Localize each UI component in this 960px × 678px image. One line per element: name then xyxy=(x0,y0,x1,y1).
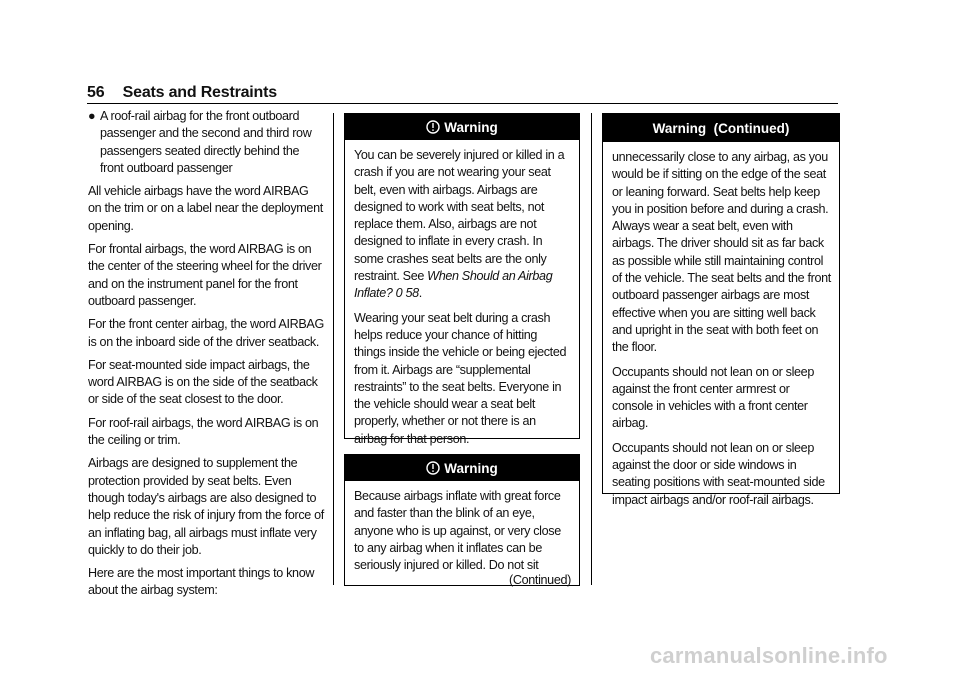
warning-box-seat-belt xyxy=(344,113,580,446)
paragraph: Occupants should not lean on or sleep against the front center armrest or console in vehicles with a front center airbag. xyxy=(612,364,814,431)
paragraph: unnecessarily close to any airbag, as you would be if sitting on the edge of the seat or leaning forward. Seat belts help keep you in position before and during a crash. Always wear a seat belt, even with airbags. The driver should sit as far back as possible while still maintaining control of the vehicle. The seat belts and the front outboard passenger airbags are most effective when you are sitting well back and upright in the seat with both feet on the floor. xyxy=(612,150,831,355)
page-header xyxy=(87,84,277,102)
page-ref-number[interactable]: 58 xyxy=(405,286,419,301)
paragraph: All vehicle airbags have the word AIRBAG on the trim or on a label near the deployment opening. xyxy=(88,184,323,233)
warning-title-bar xyxy=(603,114,839,142)
paragraph: For frontal airbags, the word AIRBAG is on the center of the steering wheel for the driver and on the instrument panel for the front outboard passenger. xyxy=(88,242,322,308)
warning-icon xyxy=(426,120,440,134)
page-ref-icon: 0 xyxy=(395,286,403,301)
warning-title-bar xyxy=(345,114,579,140)
period: . xyxy=(418,286,422,301)
warning-title-bar xyxy=(345,455,579,481)
warning-icon xyxy=(426,461,440,475)
warning-body xyxy=(345,481,579,596)
watermark: carmanualsonline.info xyxy=(650,643,888,668)
bullet-text: A roof-rail airbag for the front outboard passenger and the second and third row passengers seated directly behind the front outboard passenger xyxy=(100,109,312,175)
paragraph: For seat-mounted side impact airbags, the word AIRBAG is on the side of the seatback or side of the seat closest to the door. xyxy=(88,357,318,407)
paragraph: For the front center airbag, the word AIRBAG is on the inboard side of the driver seatback. xyxy=(88,317,324,349)
left-column xyxy=(88,108,324,606)
paragraph: Wearing your seat belt during a crash helps reduce your chance of hitting things inside the vehicle or being ejected from it. Airbags are “supplemental restraints” to the seat belts. Everyone in the vehicle should wear a seat belt properly, whether or not there is an airbag for that person. xyxy=(354,310,567,446)
warning-title: Warning xyxy=(444,460,498,476)
page-number: 56 xyxy=(87,84,105,101)
warning-body xyxy=(603,142,839,522)
warning-body xyxy=(345,140,579,461)
header-rule xyxy=(87,103,838,104)
warning-box-continued xyxy=(602,113,840,507)
cross-reference-link[interactable]: When Should an Airbag Inflate? xyxy=(354,269,553,301)
column-divider-right xyxy=(591,113,592,585)
warning-title: Warning xyxy=(444,119,498,135)
column-divider-left xyxy=(333,113,334,585)
continued-label: (Continued) xyxy=(509,573,571,588)
paragraph xyxy=(354,147,571,303)
section-title: Seats and Restraints xyxy=(122,84,277,101)
paragraph: For roof-rail airbags, the word AIRBAG is on the ceiling or trim. xyxy=(88,415,319,448)
paragraph-text: You can be severely injured or killed in a crash if you are not wearing your seat belt, even with airbags. Airbags are designed to work with seat belts, not replace them. Also, airbags are not designed to inflate in every crash. In some crashes seat belts are the only restraint. See xyxy=(354,148,565,284)
paragraph: Because airbags inflate with great force and faster than the blink of an eye, anyone who is up against, or very close to any airbag when it inflates can be seriously injured or killed. Do not sit xyxy=(354,489,561,573)
bullet-icon: ● xyxy=(88,109,96,123)
warning-box-airbag-force xyxy=(344,454,580,586)
warning-title: Warning (Continued) xyxy=(652,120,790,136)
paragraph: Occupants should not lean on or sleep against the door or side windows in seating positions with seat-mounted side impact airbags and/or roof-rail airbags. xyxy=(612,440,825,507)
list-item xyxy=(88,108,324,177)
paragraph: Airbags are designed to supplement the protection provided by seat belts. Even though today's airbags are also designed to help reduce the risk of injury from the force of an inflating bag, all airbags must inflate very quickly to do their job. xyxy=(88,456,324,557)
paragraph: Here are the most important things to know about the airbag system: xyxy=(88,566,315,598)
